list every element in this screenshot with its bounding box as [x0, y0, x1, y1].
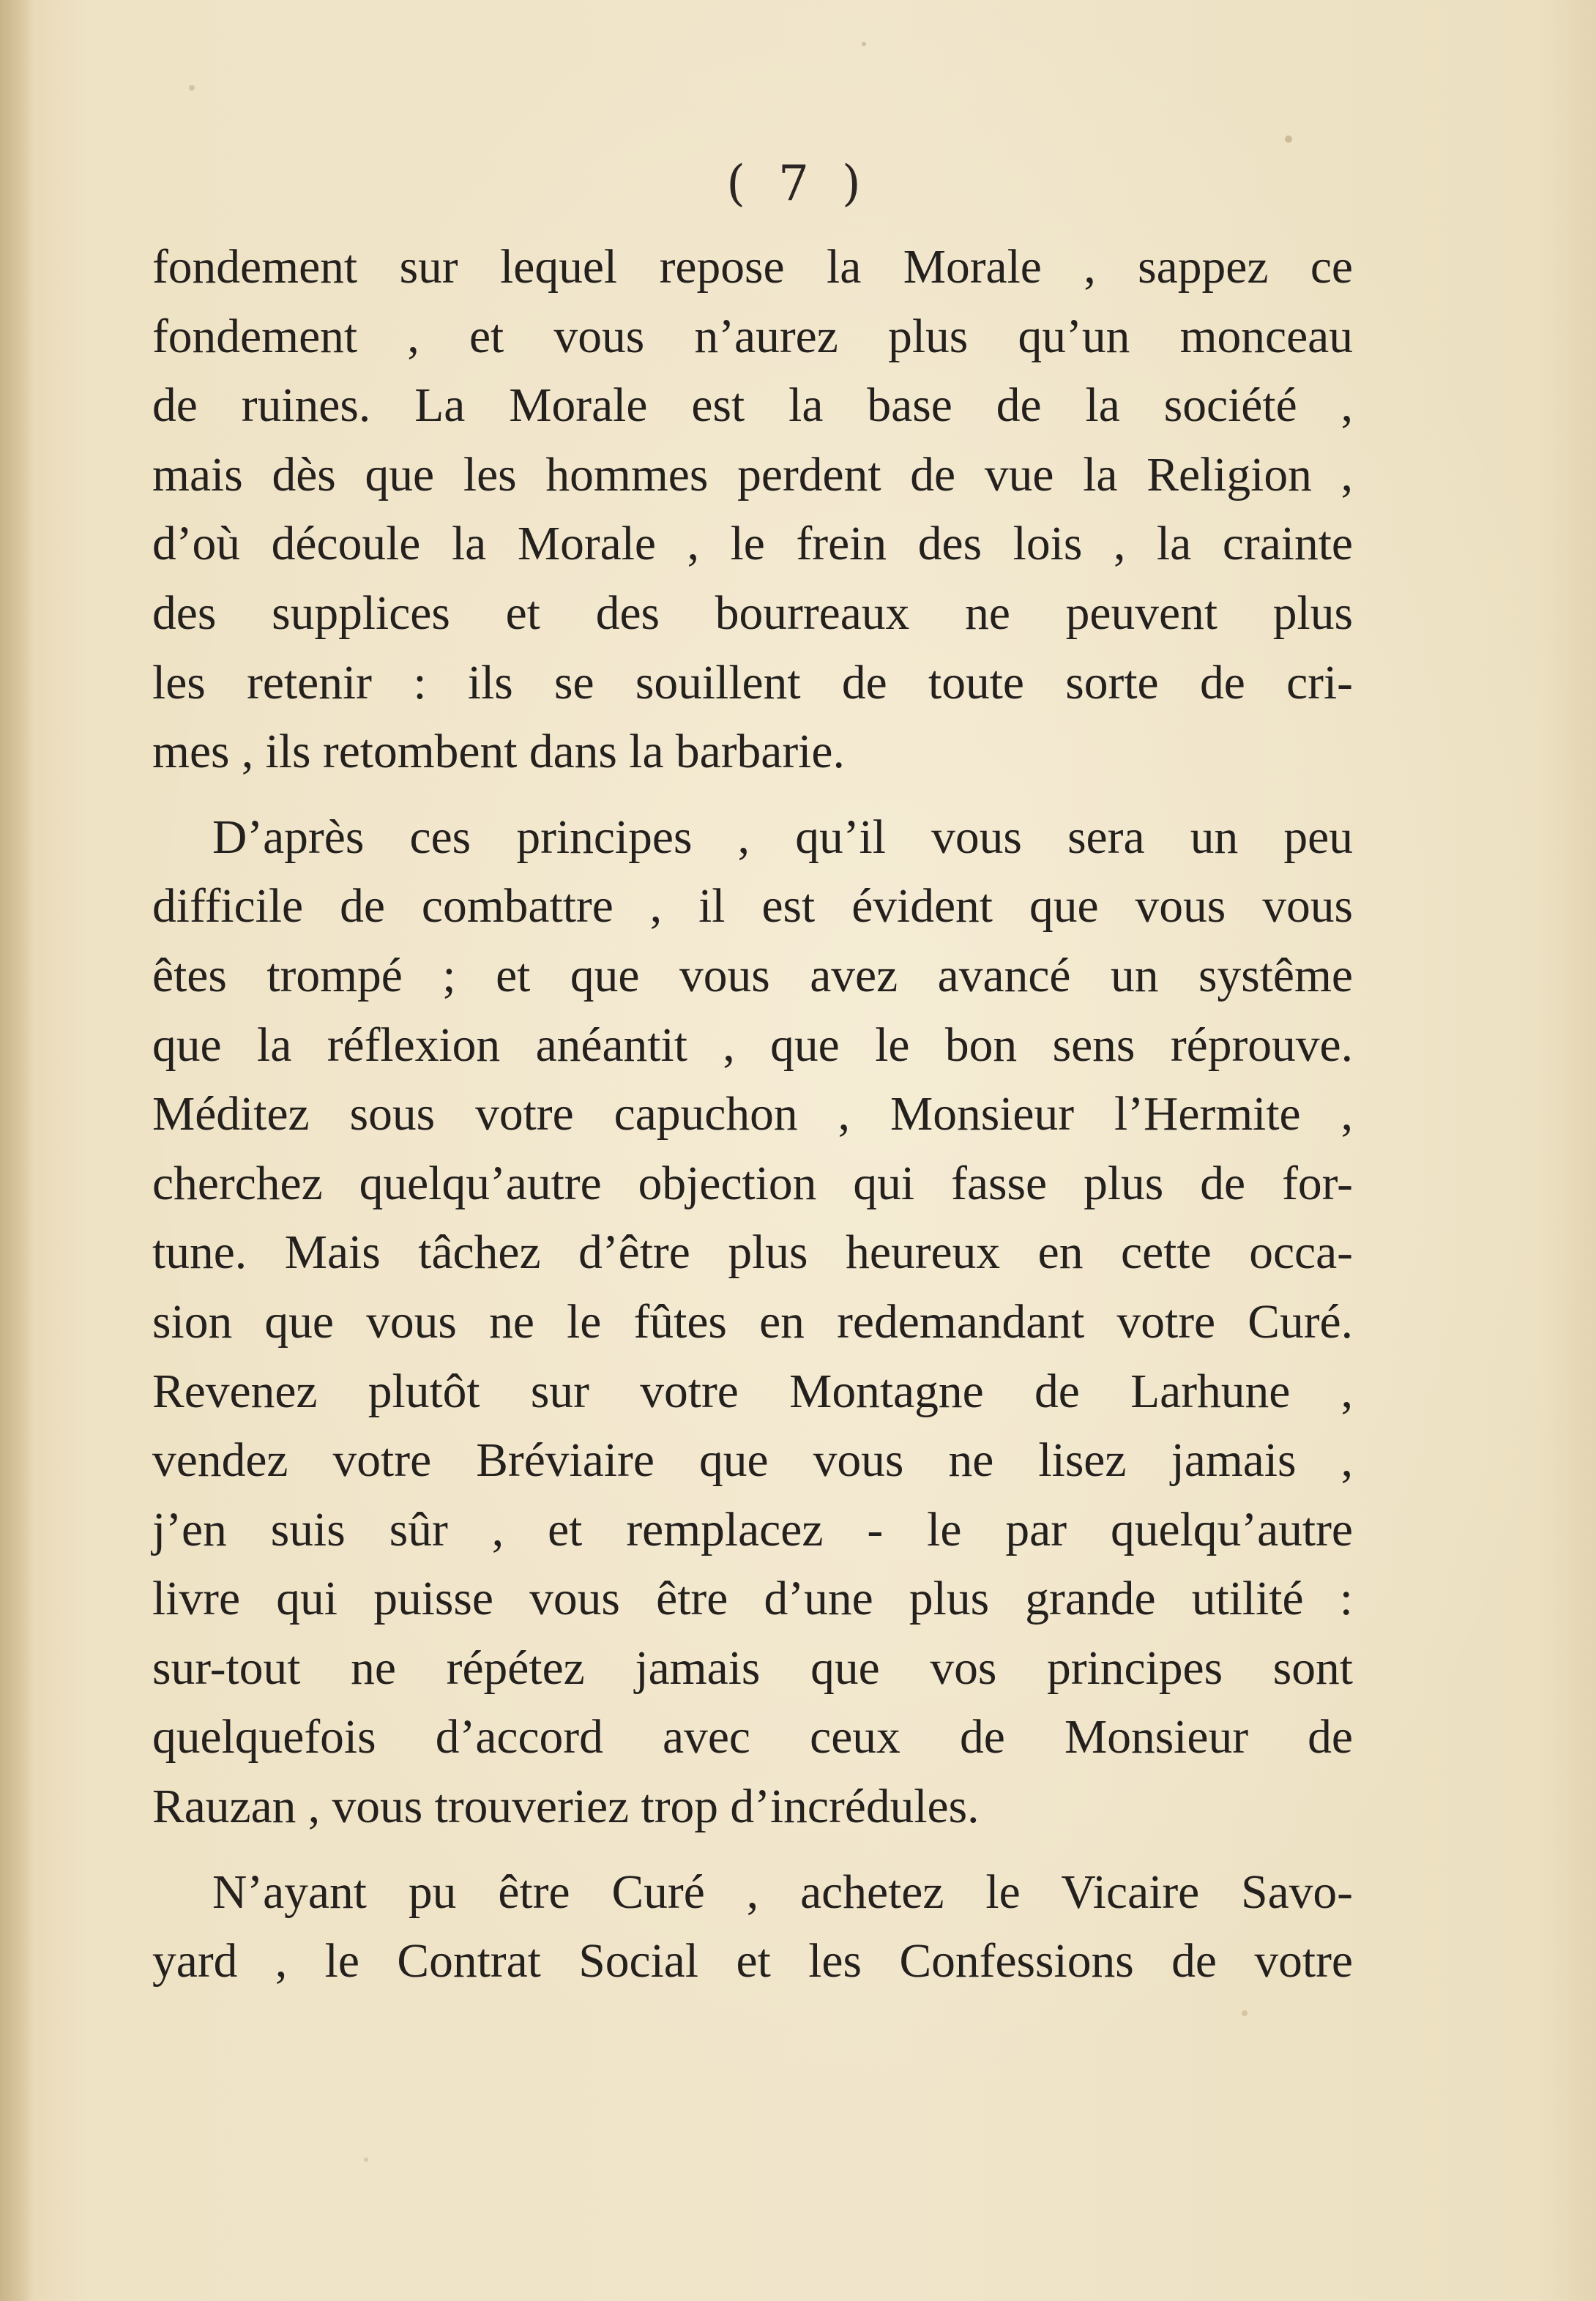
text-line: d’où découle la Morale , le frein des lois , la crainte	[152, 518, 1353, 571]
paragraph-3	[152, 1858, 1353, 1996]
text-line: êtes trompé ; et que vous avez avancé un systême	[152, 949, 1353, 1002]
text-line: cherchez quelqu’autre objection qui fasse plus de for-	[152, 1157, 1353, 1210]
text-line: j’en suis sûr , et remplacez - le par quelqu’autre	[152, 1503, 1353, 1556]
text-line: les retenir : ils se souillent de toute sorte de cri-	[152, 656, 1353, 709]
body-text	[152, 233, 1353, 1996]
text-line: livre qui puisse vous être d’une plus grande utilité :	[152, 1573, 1353, 1626]
text-line: fondement , et vous n’aurez plus qu’un monceau	[152, 310, 1353, 363]
text-line: fondement sur lequel repose la Morale , sappez ce	[152, 241, 1353, 294]
text-line: sur-tout ne répétez jamais que vos principes sont	[152, 1641, 1353, 1695]
text-line: vendez votre Bréviaire que vous ne lisez jamais ,	[152, 1434, 1353, 1488]
text-line: tune. Mais tâchez d’être plus heureux en cette occa-	[152, 1226, 1353, 1280]
text-line: yard , le Contrat Social et les Confessions de votre	[152, 1935, 1353, 1988]
text-line: des supplices et des bourreaux ne peuvent plus	[152, 586, 1353, 640]
text-line: Rauzan , vous trouveriez trop d’incrédules.	[152, 1780, 980, 1834]
text-line: Revenez plutôt sur votre Montagne de Larhune ,	[152, 1365, 1353, 1418]
text-line: Méditez sous votre capuchon , Monsieur l’Hermite ,	[152, 1088, 1353, 1141]
page-number: ( 7 )	[726, 155, 870, 212]
text-line: D’après ces principes , qu’il vous sera un peu	[212, 810, 1353, 864]
text-line: que la réflexion anéantit , que le bon sens réprouve.	[152, 1018, 1353, 1072]
text-line: mes , ils retombent dans la barbarie.	[152, 726, 845, 779]
text-line: difficile de combattre , il est évident que vous vous	[152, 880, 1353, 933]
paragraph-1	[152, 233, 1353, 787]
paragraph-2	[152, 803, 1353, 1842]
text-line: de ruines. La Morale est la base de la société ,	[152, 379, 1353, 433]
page-gutter-shadow	[0, 0, 34, 2301]
text-line: N’ayant pu être Curé , achetez le Vicaire Savo-	[212, 1865, 1353, 1919]
text-line: sion que vous ne le fûtes en redemandant votre Curé.	[152, 1295, 1353, 1349]
text-line: quelquefois d’accord avec ceux de Monsieur de	[152, 1711, 1353, 1764]
text-line: mais dès que les hommes perdent de vue la Religion ,	[152, 448, 1353, 501]
